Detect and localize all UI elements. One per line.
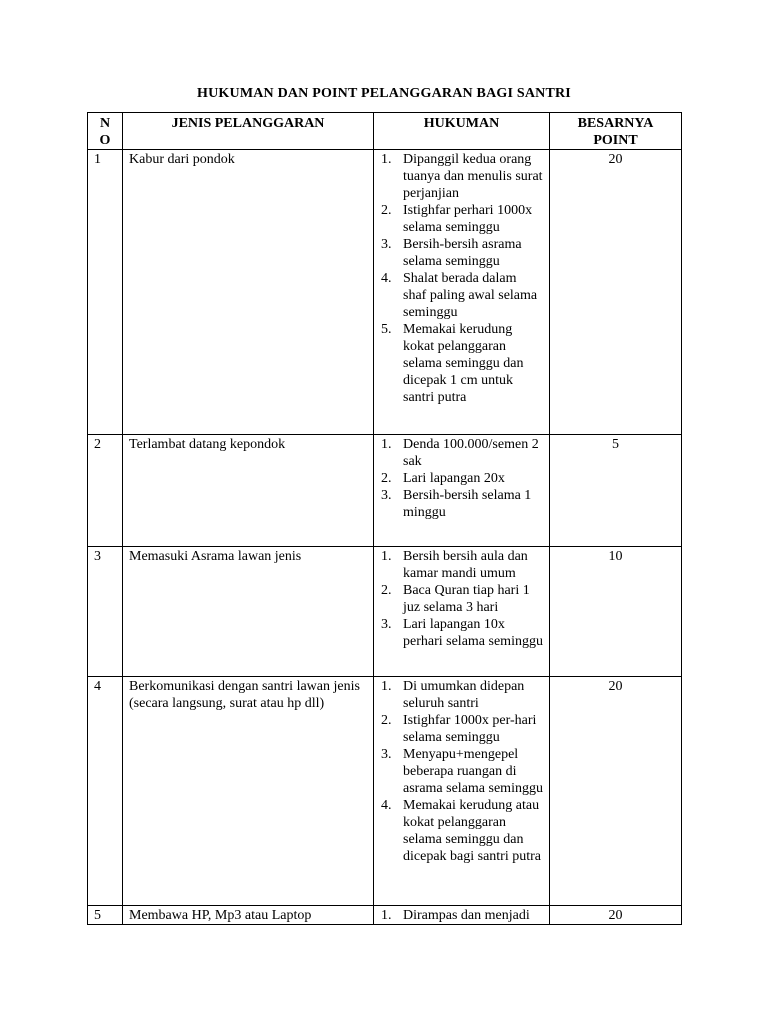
list-item xyxy=(380,712,543,746)
list-item xyxy=(380,436,543,470)
list-item-text: Lari lapangan 10x perhari selama seminggu xyxy=(403,617,543,649)
header-no-line1: N xyxy=(99,116,111,131)
list-number: 2. xyxy=(381,583,392,598)
cell-no: 2 xyxy=(88,435,123,547)
header-jenis: JENIS PELANGGARAN xyxy=(123,113,374,150)
cell-point: 20 xyxy=(550,150,682,435)
list-item-text: Menyapu+mengepel beberapa ruangan di asrama selama seminggu xyxy=(403,747,543,796)
cell-no: 1 xyxy=(88,150,123,435)
list-number: 4. xyxy=(381,798,392,813)
cell-point: 5 xyxy=(550,435,682,547)
list-number: 1. xyxy=(381,437,392,452)
list-item xyxy=(380,470,543,487)
list-number: 3. xyxy=(381,617,392,632)
list-item-text: Dirampas dan menjadi xyxy=(403,908,530,923)
list-item xyxy=(380,236,543,270)
cell-point: 20 xyxy=(550,906,682,925)
list-item-text: Bersih bersih aula dan kamar mandi umum xyxy=(403,549,528,581)
list-item-text: Memakai kerudung atau kokat pelanggaran selama seminggu dan dicepak bagi santri putra xyxy=(403,798,542,864)
list-item xyxy=(380,616,543,650)
cell-hukuman xyxy=(374,906,550,925)
cell-point: 20 xyxy=(550,677,682,906)
list-item-text: Lari lapangan 20x xyxy=(403,471,505,486)
document-title: HUKUMAN DAN POINT PELANGGARAN BAGI SANTRI xyxy=(197,86,571,101)
cell-no: 4 xyxy=(88,677,123,906)
table-row xyxy=(88,150,682,435)
table-row xyxy=(88,906,682,925)
punishment-list xyxy=(380,151,543,406)
list-item xyxy=(380,582,543,616)
table-header-row xyxy=(88,113,682,150)
list-number: 3. xyxy=(381,237,392,252)
list-item xyxy=(380,151,543,202)
cell-hukuman xyxy=(374,547,550,677)
list-item-text: Bersih-bersih selama 1 minggu xyxy=(403,488,532,520)
list-item xyxy=(380,548,543,582)
cell-jenis: Memasuki Asrama lawan jenis xyxy=(123,547,374,677)
list-number: 1. xyxy=(381,549,392,564)
header-point-line2: POINT xyxy=(593,133,638,148)
list-number: 3. xyxy=(381,747,392,762)
table-row xyxy=(88,547,682,677)
cell-hukuman xyxy=(374,677,550,906)
list-item-text: Istighfar 1000x per-hari selama seminggu xyxy=(403,713,537,745)
list-item-text: Memakai kerudung kokat pelanggaran selama seminggu dan dicepak 1 cm untuk santri putra xyxy=(403,322,524,405)
list-number: 1. xyxy=(381,152,392,167)
cell-jenis: Kabur dari pondok xyxy=(123,150,374,435)
list-number: 2. xyxy=(381,471,392,486)
list-item-text: Bersih-bersih asrama selama seminggu xyxy=(403,237,522,269)
cell-hukuman xyxy=(374,150,550,435)
list-number: 1. xyxy=(381,679,392,694)
punishment-list xyxy=(380,907,543,924)
list-number: 2. xyxy=(381,713,392,728)
list-item-text: Baca Quran tiap hari 1 juz selama 3 hari xyxy=(403,583,530,615)
header-no xyxy=(88,113,123,150)
header-point xyxy=(550,113,682,150)
cell-hukuman xyxy=(374,435,550,547)
cell-no: 5 xyxy=(88,906,123,925)
list-item xyxy=(380,321,543,406)
violations-table xyxy=(87,112,682,925)
list-item xyxy=(380,202,543,236)
punishment-list xyxy=(380,678,543,865)
list-number: 1. xyxy=(381,908,392,923)
list-item-text: Di umumkan didepan seluruh santri xyxy=(403,679,525,711)
list-number: 4. xyxy=(381,271,392,286)
table-row xyxy=(88,677,682,906)
cell-jenis: Berkomunikasi dengan santri lawan jenis (secara langsung, surat atau hp dll) xyxy=(123,677,374,906)
list-item xyxy=(380,678,543,712)
header-no-line2: O xyxy=(99,133,111,148)
cell-jenis: Terlambat datang kepondok xyxy=(123,435,374,547)
list-number: 5. xyxy=(381,322,392,337)
punishment-list xyxy=(380,548,543,650)
list-item xyxy=(380,907,543,924)
list-item-text: Shalat berada dalam shaf paling awal selama seminggu xyxy=(403,271,538,320)
header-hukuman: HUKUMAN xyxy=(374,113,550,150)
list-item xyxy=(380,746,543,797)
cell-no: 3 xyxy=(88,547,123,677)
list-item xyxy=(380,797,543,865)
list-item-text: Denda 100.000/semen 2 sak xyxy=(403,437,539,469)
list-item xyxy=(380,270,543,321)
list-number: 3. xyxy=(381,488,392,503)
cell-point: 10 xyxy=(550,547,682,677)
list-number: 2. xyxy=(381,203,392,218)
list-item-text: Dipanggil kedua orang tuanya dan menulis surat perjanjian xyxy=(403,152,543,201)
list-item-text: Istighfar perhari 1000x selama seminggu xyxy=(403,203,533,235)
table-row xyxy=(88,435,682,547)
punishment-list xyxy=(380,436,543,521)
cell-jenis: Membawa HP, Mp3 atau Laptop xyxy=(123,906,374,925)
list-item xyxy=(380,487,543,521)
header-point-line1: BESARNYA xyxy=(577,116,654,131)
